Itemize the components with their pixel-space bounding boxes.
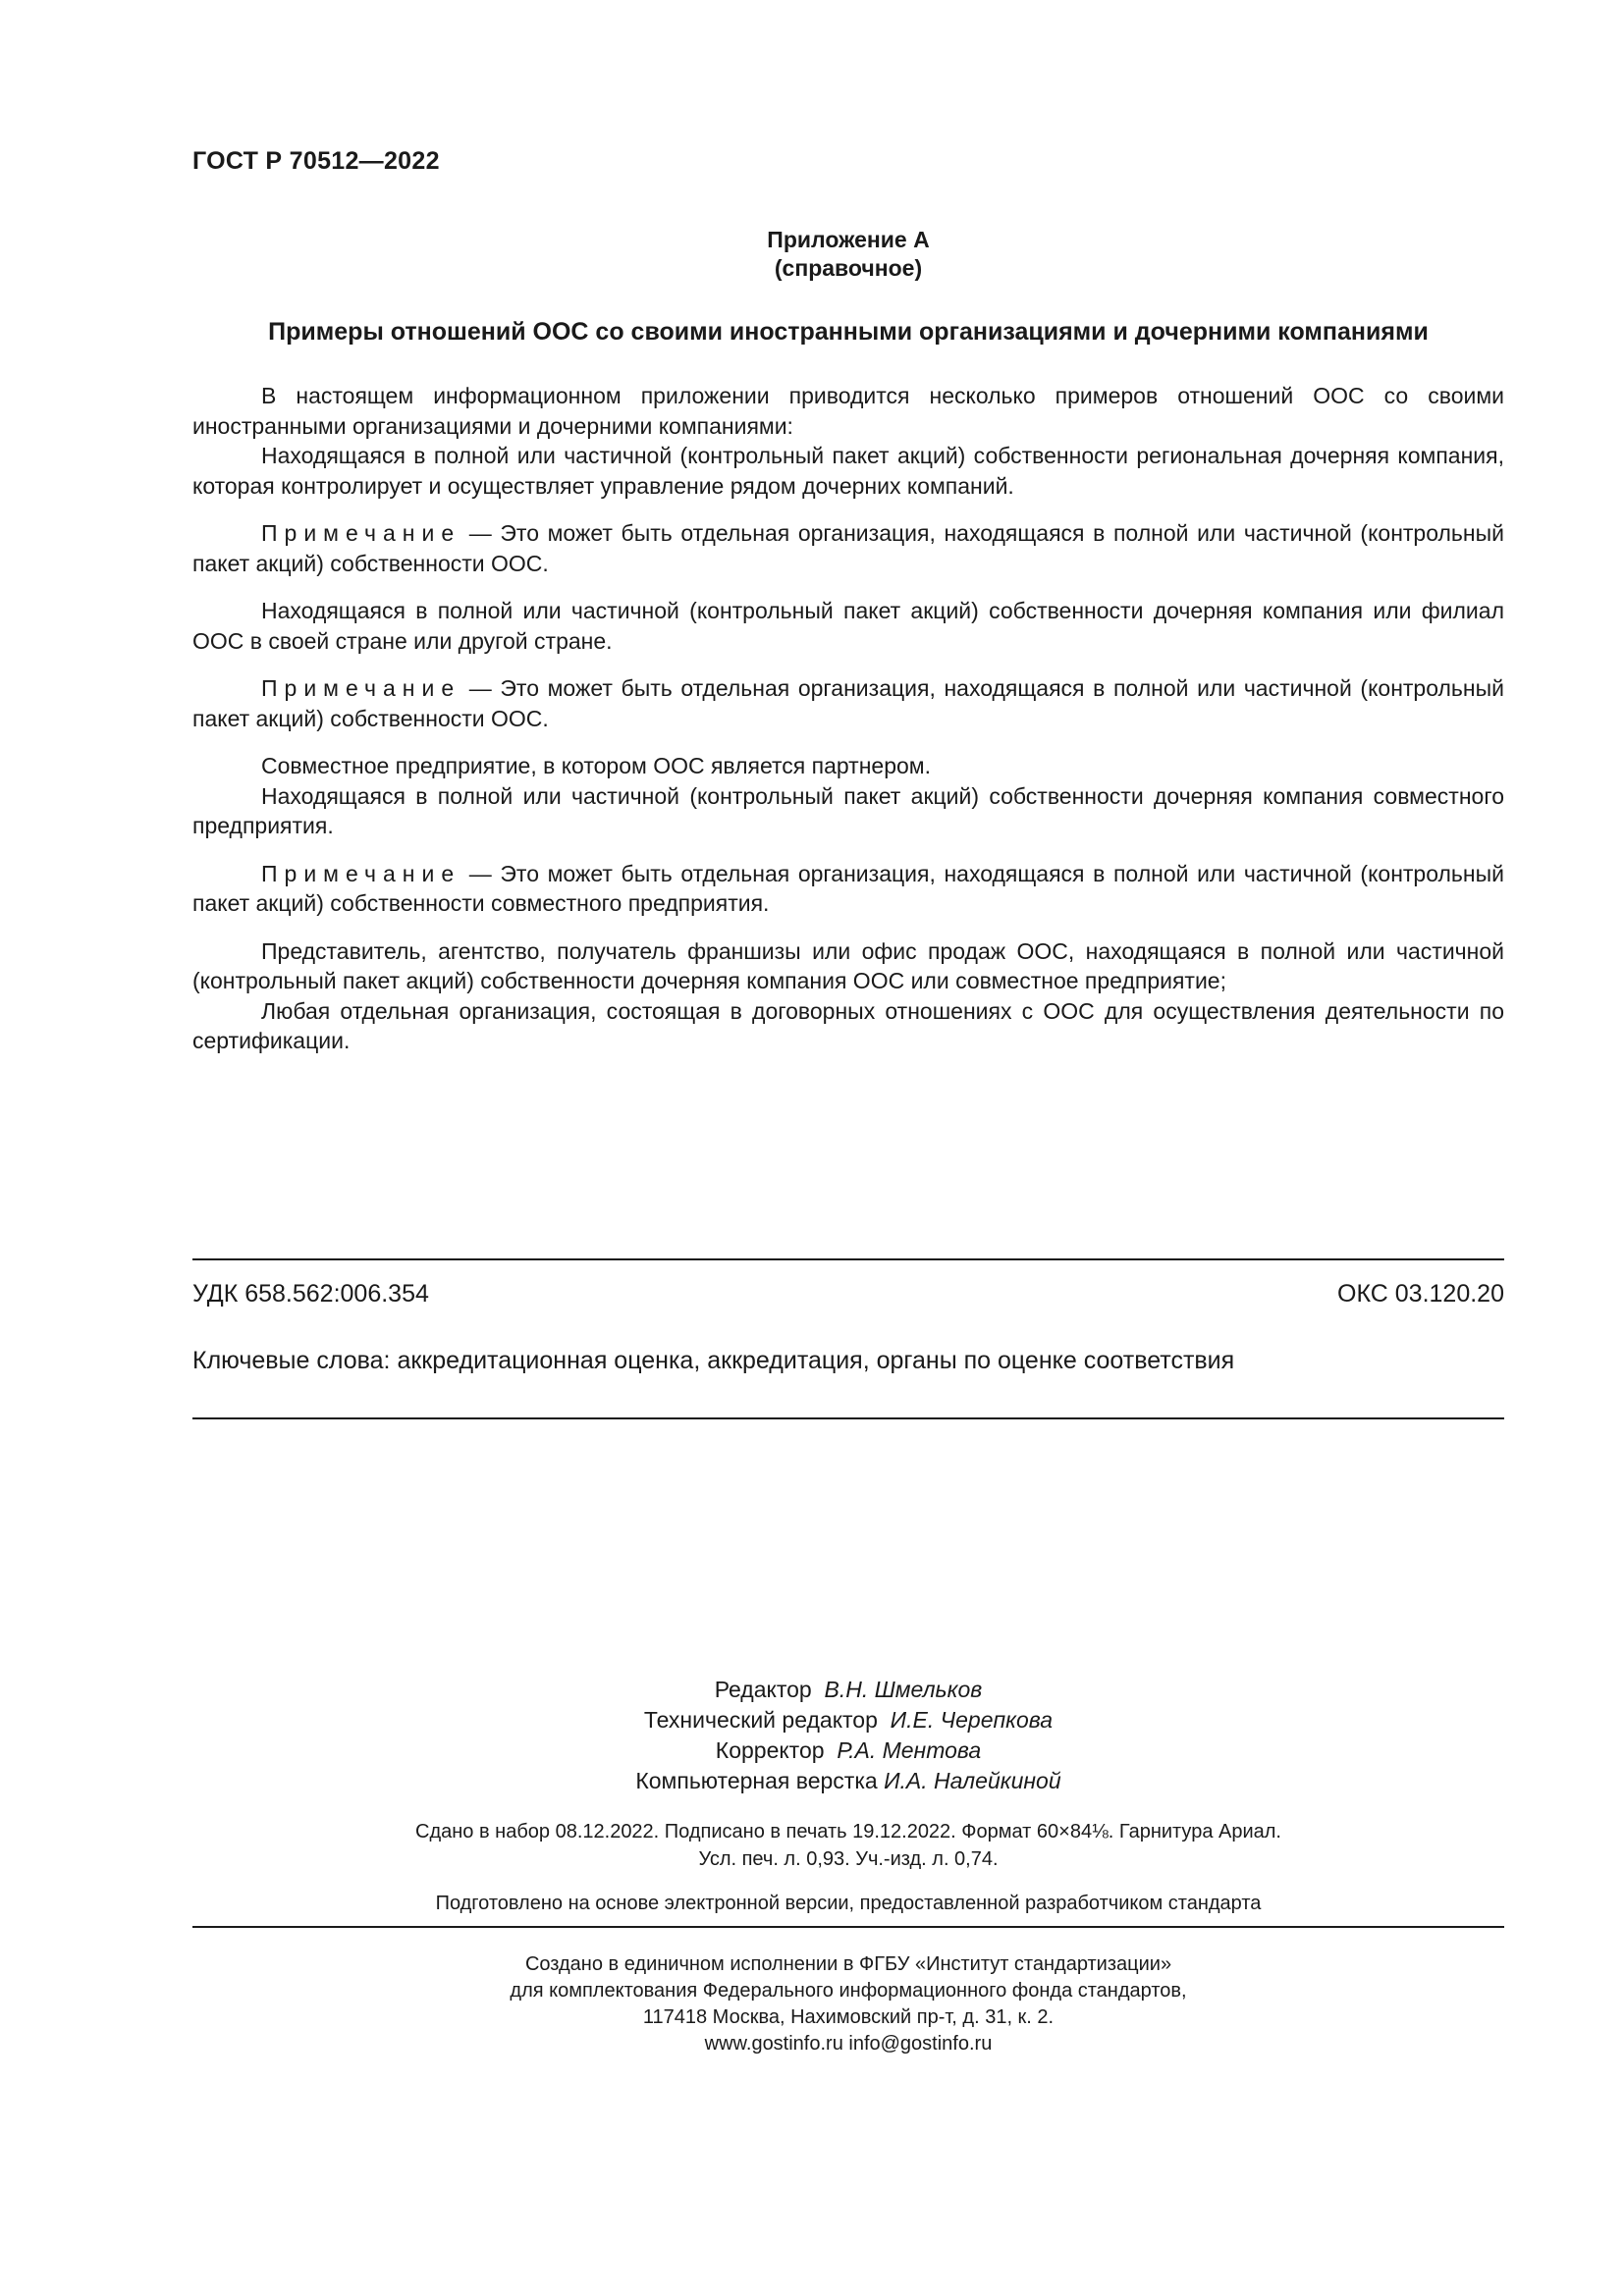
credit-name: И.Е. Черепкова: [890, 1707, 1054, 1733]
note-1-text: — Это может быть отдельная организация, находящаяся в полной или частичной (контрольный пакет акций) собственности ООС.: [192, 520, 1504, 576]
created-line-1: Создано в единичном исполнении в ФГБУ «Институт стандартизации»: [524, 1953, 1172, 1975]
udk-code: УДК 658.562:006.354: [192, 1280, 429, 1308]
paragraph-regional-subsidiary: Находящаяся в полной или частичной (контрольный пакет акций) собственности региональная дочерняя компания, которая контролирует и осуществляет управление рядом дочерних компаний.: [192, 443, 1504, 499]
paragraph-subsidiary-or-branch: Находящаяся в полной или частичной (контрольный пакет акций) собственности дочерняя компания или филиал ООС в своей стране или другой стране.: [192, 598, 1504, 654]
created-line-2: для комплектования Федерального информационного фонда стандартов,: [510, 1980, 1187, 2002]
created-line-4: www.gostinfo.ru info@gostinfo.ru: [704, 2033, 993, 2055]
paragraph-joint-venture: Совместное предприятие, в котором ООС является партнером.: [261, 753, 931, 778]
credit-label: Технический редактор: [643, 1707, 878, 1733]
note-3: [192, 859, 1504, 919]
page-header-standard-code: ГОСТ Р 70512—2022: [192, 147, 440, 175]
credit-label: Компьютерная верстка: [635, 1768, 878, 1793]
credits-block: [192, 1675, 1504, 1796]
credit-label: Редактор: [714, 1677, 812, 1702]
section-title: Примеры отношений ООС со своими иностранными организациями и дочерними компаниями: [268, 318, 1429, 346]
note-2-text: — Это может быть отдельная организация, находящаяся в полной или частичной (контрольный пакет акций) собственности ООС.: [192, 675, 1504, 731]
divider-bottom: [192, 1926, 1504, 1928]
divider-top: [192, 1258, 1504, 1260]
divider-keywords: [192, 1417, 1504, 1419]
publication-line-2: Усл. печ. л. 0,93. Уч.-изд. л. 0,74.: [698, 1848, 999, 1870]
credit-name: Р.А. Ментова: [837, 1737, 982, 1763]
note-3-text: — Это может быть отдельная организация, находящаяся в полной или частичной (контрольный пакет акций) собственности совместного предприятия.: [192, 860, 1504, 916]
paragraph-representative: Представитель, агентство, получатель франшизы или офис продаж ООС, находящаяся в полной или частичной (контрольный пакет акций) собственности дочерняя компания ООС или совместное предприятие;: [192, 937, 1504, 993]
note-label: Примечание: [261, 675, 461, 701]
oks-code: ОКС 03.120.20: [1337, 1280, 1504, 1308]
paragraph-contractual: Любая отдельная организация, состоящая в договорных отношениях с ООС для осуществления деятельности по сертификации.: [192, 997, 1504, 1053]
annex-body: [192, 381, 1504, 1056]
paragraph-jv-subsidiary: Находящаяся в полной или частичной (контрольный пакет акций) собственности дочерняя компания совместного предприятия.: [192, 782, 1504, 838]
credit-editor: [192, 1675, 1504, 1705]
note-label: Примечание: [261, 520, 461, 546]
classification-row: [192, 1280, 1504, 1308]
keywords: Ключевые слова: аккредитационная оценка, аккредитация, органы по оценке соответствия: [192, 1347, 1235, 1374]
note-1: [192, 518, 1504, 578]
annex-title: [192, 226, 1504, 283]
credit-layout: [192, 1766, 1504, 1796]
created-line-3: 117418 Москва, Нахимовский пр-т, д. 31, к. 2.: [642, 2006, 1055, 2028]
credit-label: Корректор: [715, 1737, 825, 1763]
prepared-note: Подготовлено на основе электронной версии, предоставленной разработчиком стандарта: [435, 1893, 1262, 1914]
credit-tech-editor: [192, 1705, 1504, 1735]
note-2: [192, 673, 1504, 733]
credit-name: И.А. Налейкиной: [884, 1768, 1061, 1793]
note-label: Примечание: [261, 860, 461, 886]
paragraph-intro: В настоящем информационном приложении приводится несколько примеров отношений ООС со своими иностранными организациями и дочерними компаниями:: [192, 383, 1504, 439]
publication-info: [192, 1818, 1504, 1873]
credit-name: В.Н. Шмельков: [824, 1677, 983, 1702]
credit-corrector: [192, 1735, 1504, 1766]
annex-title-line2: (справочное): [774, 255, 923, 281]
created-info: [192, 1951, 1504, 2057]
annex-title-line1: Приложение А: [767, 227, 930, 252]
publication-line-1: Сдано в набор 08.12.2022. Подписано в печать 19.12.2022. Формат 60×84⅛. Гарнитура Ариал.: [415, 1821, 1281, 1842]
